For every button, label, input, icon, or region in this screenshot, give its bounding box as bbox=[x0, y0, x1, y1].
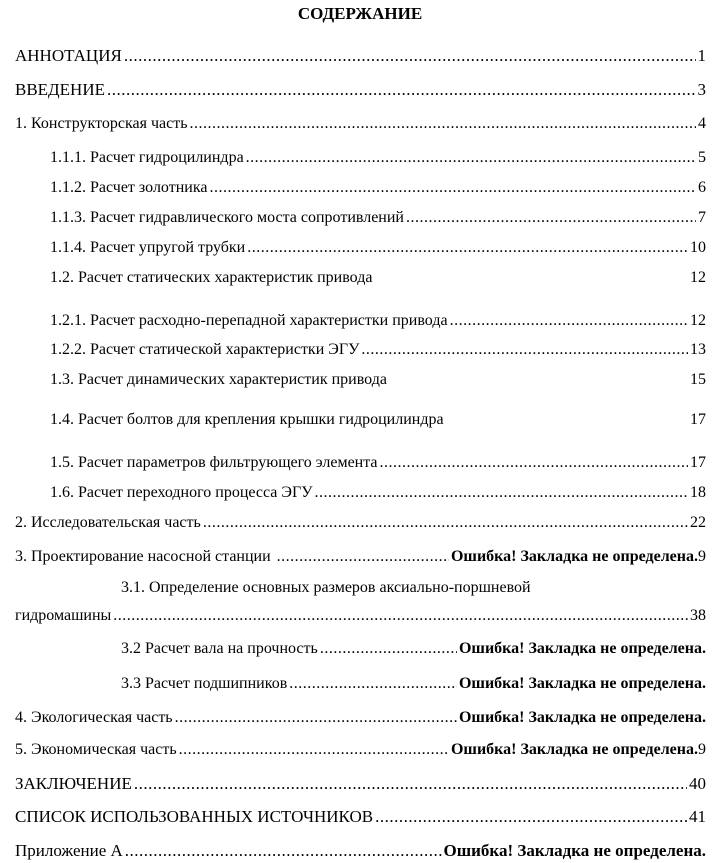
bookmark-error: Ошибка! Закладка не определена. bbox=[458, 709, 706, 726]
toc-entry-label: 3.3 Расчет подшипников bbox=[121, 675, 288, 692]
dot-leader bbox=[246, 148, 696, 168]
dot-leader bbox=[203, 513, 688, 533]
toc-entry-page: 6 bbox=[698, 179, 706, 196]
dot-leader bbox=[375, 807, 687, 827]
toc-entry-label: СПИСОК ИСПОЛЬЗОВАННЫХ ИСТОЧНИКОВ bbox=[15, 807, 374, 826]
dot-leader bbox=[175, 708, 457, 728]
toc-entry-label: 1. Конструкторская часть bbox=[15, 115, 188, 132]
toc-entry-label: 1.1.2. Расчет золотника bbox=[50, 179, 208, 196]
dot-leader bbox=[107, 80, 696, 100]
toc-entry-page: 17 bbox=[690, 454, 706, 471]
toc-entry[interactable] bbox=[50, 483, 706, 503]
toc-entry-label: 1.4. Расчет болтов для крепления крышки гидроцилиндра bbox=[50, 411, 444, 428]
dot-leader bbox=[179, 740, 449, 760]
toc-entry[interactable] bbox=[50, 268, 706, 288]
toc-entry-label: ВВЕДЕНИЕ bbox=[15, 80, 105, 99]
dot-leader bbox=[209, 178, 696, 198]
dot-leader bbox=[320, 639, 457, 659]
bookmark-error: Ошибка! Закладка не определена. bbox=[450, 741, 698, 758]
toc-entry[interactable] bbox=[50, 208, 706, 228]
toc-entry-page: 3 bbox=[697, 80, 706, 99]
toc-entry-label-line1[interactable]: 3.1. Определение основных размеров аксиально-поршневой bbox=[121, 579, 531, 596]
toc-entry[interactable] bbox=[15, 46, 706, 66]
toc-entry-label: Приложение А bbox=[15, 841, 123, 860]
toc-entry-page: 9 bbox=[698, 741, 706, 758]
dot-leader bbox=[134, 774, 687, 794]
toc-entry-label: 1.2. Расчет статических характеристик привода bbox=[50, 269, 373, 286]
toc-entry-page: 18 bbox=[690, 484, 706, 501]
toc-entry-page: 15 bbox=[690, 371, 706, 388]
toc-entry-label: 3. Проектирование насосной станции bbox=[15, 548, 271, 565]
bookmark-error: Ошибка! Закладка не определена. bbox=[458, 640, 706, 657]
toc-entry-label: ЗАКЛЮЧЕНИЕ bbox=[15, 774, 132, 793]
toc-entry[interactable] bbox=[15, 606, 706, 626]
dot-leader bbox=[247, 238, 688, 258]
toc-entry[interactable] bbox=[50, 238, 706, 258]
toc-entry-page: 10 bbox=[690, 239, 706, 256]
toc-entry-page: 40 bbox=[689, 774, 706, 793]
toc-entry-page: 13 bbox=[690, 341, 706, 358]
toc-entry[interactable] bbox=[15, 807, 706, 827]
toc-entry[interactable] bbox=[121, 674, 706, 694]
toc-entry-page: 38 bbox=[690, 607, 706, 624]
toc-entry-page: 7 bbox=[698, 209, 706, 226]
toc-title: СОДЕРЖАНИЕ bbox=[297, 4, 423, 23]
dot-leader bbox=[124, 46, 696, 66]
toc-entry-label: 3.2 Расчет вала на прочность bbox=[121, 640, 318, 657]
toc-entry-page: 4 bbox=[698, 115, 706, 132]
toc-entry-label: 4. Экологическая часть bbox=[15, 709, 173, 726]
dot-leader bbox=[113, 606, 688, 626]
toc-entry[interactable] bbox=[15, 774, 706, 794]
toc-entry-label: 1.5. Расчет параметров фильтрующего элемента bbox=[50, 454, 378, 471]
toc-entry-page: 12 bbox=[690, 312, 706, 329]
toc-entry[interactable] bbox=[15, 80, 706, 100]
toc-entry[interactable] bbox=[15, 114, 706, 134]
toc-entry-page: 22 bbox=[690, 514, 706, 531]
toc-entry-label: 1.1.1. Расчет гидроцилиндра bbox=[50, 149, 244, 166]
dot-leader bbox=[190, 114, 697, 134]
bookmark-error: Ошибка! Закладка не определена. bbox=[450, 548, 698, 565]
toc-entry-label: 1.3. Расчет динамических характеристик привода bbox=[50, 371, 387, 388]
toc-entry[interactable] bbox=[15, 708, 706, 728]
toc-entry[interactable] bbox=[50, 340, 706, 360]
toc-entry-page: 12 bbox=[690, 269, 706, 286]
toc-entry-label: 1.1.3. Расчет гидравлического моста сопротивлений bbox=[50, 209, 404, 226]
toc-entry[interactable] bbox=[15, 740, 706, 760]
dot-leader bbox=[125, 841, 442, 861]
toc-entry-label: 1.1.4. Расчет упругой трубки bbox=[50, 239, 246, 256]
toc-entry[interactable] bbox=[15, 841, 706, 861]
dot-leader bbox=[361, 340, 688, 360]
toc-entry-page: 41 bbox=[689, 807, 706, 826]
toc-entry-label: 1.6. Расчет переходного процесса ЭГУ bbox=[50, 484, 313, 501]
toc-entry-label: 5. Экономическая часть bbox=[15, 741, 177, 758]
toc-entry[interactable] bbox=[15, 547, 706, 567]
dot-leader bbox=[380, 453, 688, 473]
toc-entry[interactable] bbox=[50, 370, 706, 390]
toc-entry-page: 1 bbox=[697, 46, 706, 65]
bookmark-error: Ошибка! Закладка не определена. bbox=[443, 841, 706, 860]
toc-entry[interactable] bbox=[50, 453, 706, 473]
toc-entry-label: 1.2.2. Расчет статической характеристки ЭГУ bbox=[50, 341, 360, 358]
toc-entry[interactable] bbox=[50, 311, 706, 331]
dot-leader bbox=[289, 674, 457, 694]
bookmark-error: Ошибка! Закладка не определена. bbox=[458, 675, 706, 692]
toc-entry[interactable] bbox=[15, 513, 706, 533]
toc-entry-label: гидромашины bbox=[15, 607, 112, 624]
toc-entry-page: 5 bbox=[698, 149, 706, 166]
dot-leader bbox=[315, 483, 688, 503]
toc-entry-label: 2. Исследовательская часть bbox=[15, 514, 201, 531]
toc-entry-label: АННОТАЦИЯ bbox=[15, 46, 122, 65]
toc-entry[interactable] bbox=[50, 148, 706, 168]
dot-leader bbox=[450, 311, 688, 331]
dot-leader bbox=[277, 547, 449, 567]
toc-entry[interactable] bbox=[50, 178, 706, 198]
toc-entry[interactable] bbox=[50, 410, 706, 430]
toc-entry[interactable] bbox=[121, 639, 706, 659]
toc-entry-page: 9 bbox=[698, 548, 706, 565]
toc-entry-label: 1.2.1. Расчет расходно-перепадной характеристки привода bbox=[50, 312, 448, 329]
dot-leader bbox=[406, 208, 696, 228]
toc-entry-page: 17 bbox=[690, 411, 706, 428]
